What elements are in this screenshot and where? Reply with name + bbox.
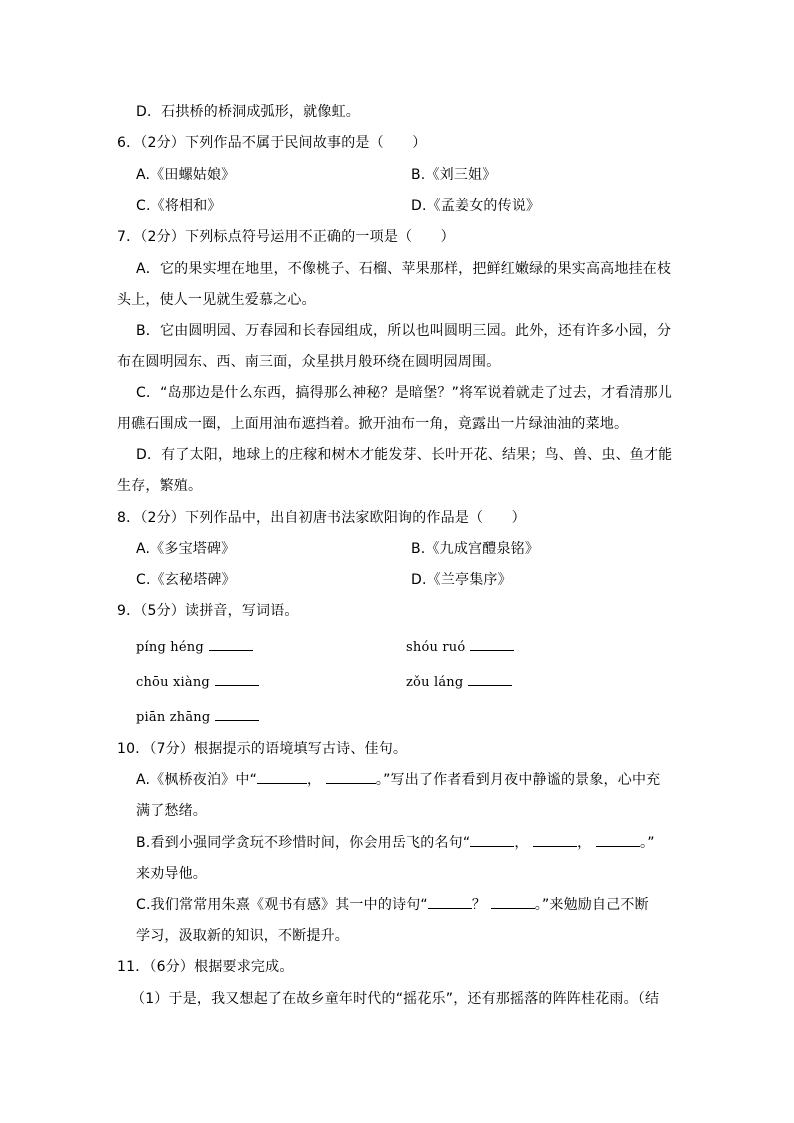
q10-b-line1 — [136, 834, 655, 852]
q11-stem: 11．（6分）根据要求完成。 — [117, 959, 294, 975]
separator: ， — [307, 772, 322, 788]
answer-blank[interactable] — [428, 896, 472, 909]
q5-option-d: D．石拱桥的桥洞成弧形，就像虹。 — [136, 104, 360, 120]
q8-option-a: A.《多宝塔碑》 — [136, 541, 236, 557]
q8-option-c: C.《玄秘塔碑》 — [136, 572, 236, 588]
q7-stem: 7．（2分）下列标点符号运用不正确的一项是（ ） — [117, 229, 455, 245]
answer-blank[interactable] — [533, 834, 577, 847]
q10-b-line2: 来劝导他。 — [136, 866, 207, 882]
q6-option-d: D.《孟姜女的传说》 — [411, 198, 541, 214]
answer-blank[interactable] — [215, 708, 259, 721]
pinyin-text: píng héng — [136, 640, 204, 655]
answer-blank[interactable] — [470, 638, 514, 651]
answer-blank[interactable] — [468, 673, 512, 686]
separator: ， — [577, 835, 592, 851]
separator: ， — [514, 835, 529, 851]
q10-a-suffix: 。”写出了作者看到月夜中静谧的景象，心中充 — [375, 772, 661, 788]
q9-item-3 — [136, 673, 259, 692]
answer-blank[interactable] — [215, 673, 259, 686]
separator: ？ — [471, 897, 487, 913]
answer-blank[interactable] — [491, 896, 535, 909]
answer-blank[interactable] — [470, 834, 514, 847]
q10-b-suffix: 。” — [640, 835, 655, 851]
q9-item-4 — [406, 673, 512, 692]
q6-stem: 6．（2分）下列作品不属于民间故事的是（ ） — [117, 135, 427, 151]
q11-part1: （1）于是，我又想起了在故乡童年时代的“摇花乐”，还有那摇落的阵阵桂花雨。（结 — [131, 991, 660, 1007]
q9-item-2 — [406, 638, 514, 657]
q7-option-c-line2: 用礁石围成一圈，上面用油布遮挡着。掀开油布一角，竟露出一片绿油油的菜地。 — [117, 416, 629, 432]
answer-blank[interactable] — [596, 834, 640, 847]
q7-option-a-line2: 头上，使人一见就生爱慕之心。 — [117, 292, 316, 308]
pinyin-text: piān zhāng — [136, 710, 211, 725]
q6-option-b: B.《刘三姐》 — [411, 167, 497, 183]
q7-option-a-line1: A．它的果实埋在地里，不像桃子、石榴、苹果那样，把鲜红嫩绿的果实高高地挂在枝 — [136, 261, 672, 277]
q10-a-line1 — [136, 771, 660, 789]
q10-c-line2: 学习，汲取新的知识，不断提升。 — [136, 928, 349, 944]
q9-item-5 — [136, 708, 259, 727]
q9-item-1 — [136, 638, 253, 657]
q7-option-b-line1: B．它由圆明园、万春园和长春园组成，所以也叫圆明三园。此外，还有许多小园，分 — [136, 323, 672, 339]
q7-option-c-line1: C．“岛那边是什么东西，搞得那么神秘？是暗堡？”将军说着就走了过去，才看清那儿 — [136, 385, 673, 401]
q9-stem: 9．（5分）读拼音，写词语。 — [117, 603, 299, 619]
q10-a-prefix: A.《枫桥夜泊》中“ — [136, 772, 258, 788]
answer-blank[interactable] — [209, 638, 253, 651]
pinyin-text: zǒu láng — [406, 675, 464, 690]
answer-blank[interactable] — [257, 771, 307, 784]
q10-b-prefix: B.看到小强同学贪玩不珍惜时间，你会用岳飞的名句“ — [136, 835, 471, 851]
q7-option-b-line2: 布在圆明园东、西、南三面，众星拱月般环绕在圆明园周围。 — [117, 354, 501, 370]
q8-option-b: B.《九成宫醴泉铭》 — [411, 541, 540, 557]
q8-stem: 8．（2分）下列作品中，出自初唐书法家欧阳询的作品是（ ） — [117, 510, 526, 526]
pinyin-text: chōu xiàng — [136, 675, 210, 690]
q10-c-suffix: 。”来勉励自己不断 — [534, 897, 649, 913]
q7-option-d-line2: 生存，繁殖。 — [117, 478, 203, 494]
pinyin-text: shóu ruó — [406, 640, 466, 655]
q6-option-c: C.《将相和》 — [136, 198, 222, 214]
q10-a-line2: 满了愁绪。 — [136, 803, 207, 819]
q10-c-prefix: C.我们常常用朱熹《观书有感》其一中的诗句“ — [136, 897, 428, 913]
q6-option-a: A.《田螺姑娘》 — [136, 167, 236, 183]
q10-c-line1 — [136, 896, 649, 914]
answer-blank[interactable] — [326, 771, 376, 784]
q7-option-d-line1: D．有了太阳，地球上的庄稼和树木才能发芽、长叶开花、结果；鸟、兽、虫、鱼才能 — [136, 447, 673, 463]
q8-option-d: D.《兰亭集序》 — [411, 572, 512, 588]
q10-stem: 10．（7分）根据提示的语境填写古诗、佳句。 — [117, 741, 408, 757]
